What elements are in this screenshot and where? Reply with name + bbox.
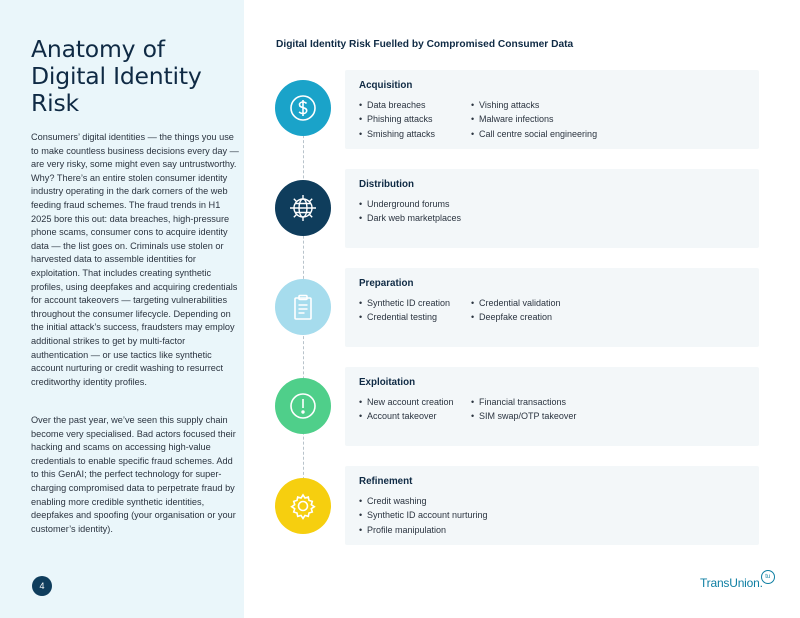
stage-title: Acquisition	[359, 80, 413, 91]
diagram-title: Digital Identity Risk Fuelled by Compromised Consumer Data	[276, 39, 574, 50]
acquisition-card	[345, 70, 759, 149]
list-item: • Call centre social engineering	[471, 127, 597, 141]
list-item: • Credit washing	[359, 494, 488, 508]
list-item: • Synthetic ID creation	[359, 296, 450, 310]
intro-paragraph: Consumers’ digital identities — the things you use to make countless business decisions every day — are very risky, some might even say untrustworthy. Why? There’s an entire stolen consumer identity industry operating in the dark corners of the web feeding fraud schemes. The fraud trends in H1 2025 bore this out: data breaches, high-pressure phone scams, consumer cons to acquire identity data — the list goes on. Criminals use stolen or harvested data to assemble identities for exploitation. That includes creating synthetic profiles, using deepfakes and acquiring credentials for account takeovers — targeting vulnerabilities throughout the consumer lifecycle. Depending on the initial attack’s success, fraudsters may employ additional strikes to get by multi-factor authentication — or use tactics like synthetic account nurturing or credit washing to resurrect creditworthy identity profiles.	[31, 132, 239, 387]
list-item: • Credential validation	[471, 296, 561, 310]
refinement-stage-icon	[275, 478, 331, 534]
exploitation-stage-icon	[275, 378, 331, 434]
list-item: • Credential testing	[359, 310, 450, 324]
list-item: • Account takeover	[359, 409, 454, 423]
globe-icon	[286, 191, 320, 225]
gear-icon	[286, 489, 320, 523]
stage-title: Preparation	[359, 278, 414, 289]
transunion-logo	[700, 576, 775, 590]
list-item: • Deepfake creation	[471, 310, 561, 324]
alert-icon	[286, 389, 320, 423]
stage-list-col2	[471, 98, 597, 141]
list-item: • Financial transactions	[471, 395, 576, 409]
preparation-stage-icon	[275, 279, 331, 335]
list-item: • Data breaches	[359, 98, 435, 112]
list-item: • Profile manipulation	[359, 523, 488, 537]
exploitation-card	[345, 367, 759, 446]
stage-list-col1	[359, 494, 488, 537]
stage-list-col1	[359, 395, 454, 424]
stage-list-col1	[359, 98, 435, 141]
list-item: • Underground forums	[359, 197, 461, 211]
page-number: 4	[32, 576, 52, 596]
stage-list-col1	[359, 197, 461, 226]
stage-title: Distribution	[359, 179, 414, 190]
stage-title: Exploitation	[359, 377, 416, 388]
stage-list-col2	[471, 296, 561, 325]
distribution-stage-icon	[275, 180, 331, 236]
list-item: • Malware infections	[471, 112, 597, 126]
page-title: Anatomy of Digital Identity Risk	[31, 35, 202, 117]
list-item: • New account creation	[359, 395, 454, 409]
stage-title: Refinement	[359, 476, 413, 487]
supply-chain-paragraph: Over the past year, we’ve seen this supply chain become very specialised. Bad actors focused their hacking and scams on accessing high-value credentials to enable specific fraud schemes. Add to this GenAI; the perfect technology for super-charging compromised data to perpetrate fraud by enabling more credible synthetic identities, deepfakes and spoofing (your organisation or your customer’s identity).	[31, 415, 236, 534]
list-item: • Smishing attacks	[359, 127, 435, 141]
acquisition-stage-icon	[275, 80, 331, 136]
logo-text: TransUnion.	[700, 576, 763, 590]
refinement-card	[345, 466, 759, 545]
list-item: • Dark web marketplaces	[359, 211, 461, 225]
logo-mark: tu	[761, 570, 775, 584]
list-item: • Synthetic ID account nurturing	[359, 508, 488, 522]
clipboard-icon	[286, 290, 320, 324]
stage-list-col2	[471, 395, 576, 424]
preparation-card	[345, 268, 759, 347]
list-item: • Vishing attacks	[471, 98, 597, 112]
list-item: • SIM swap/OTP takeover	[471, 409, 576, 423]
distribution-card	[345, 169, 759, 248]
dollar-icon	[286, 91, 320, 125]
left-panel	[0, 0, 244, 618]
list-item: • Phishing attacks	[359, 112, 435, 126]
stage-list-col1	[359, 296, 450, 325]
